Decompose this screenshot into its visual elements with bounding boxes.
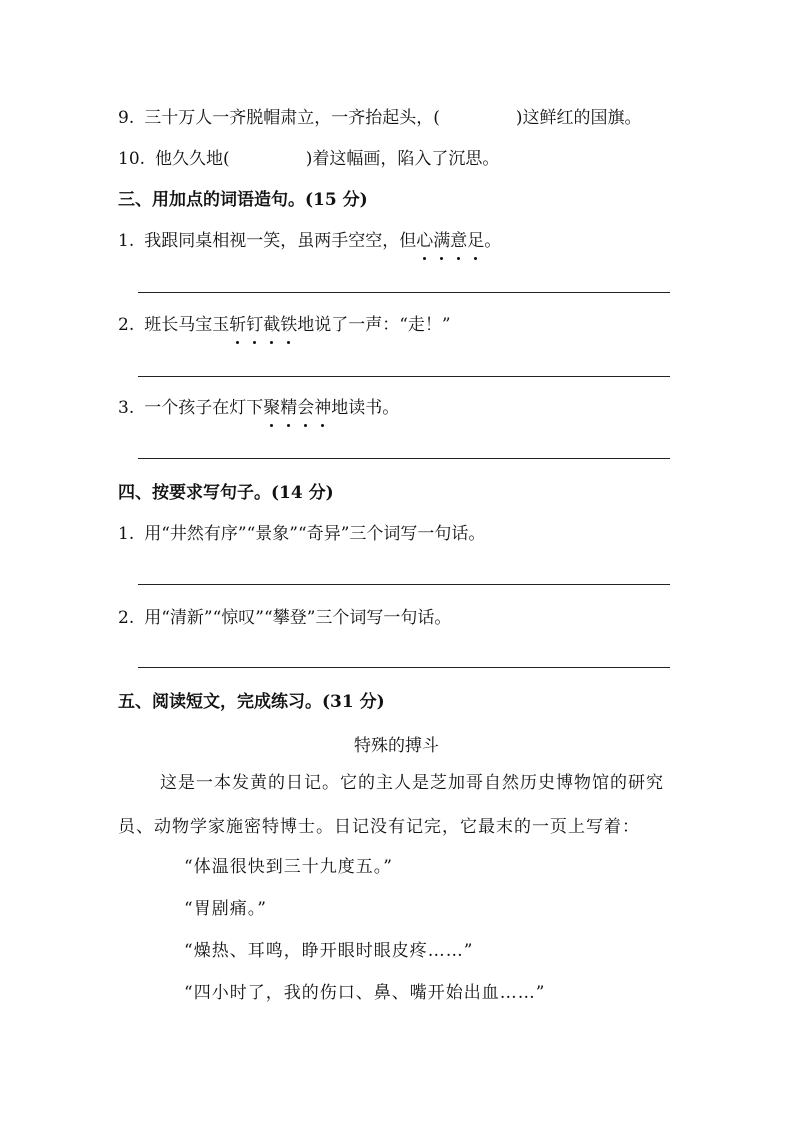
section-three-heading: 三、用加点的词语造句。(15 分) <box>118 190 368 210</box>
question-number: 9. <box>118 108 135 128</box>
dotted-char: 足 <box>467 231 485 251</box>
item-number: 1. <box>118 524 135 544</box>
diary-quote: “体温很快到三十九度五。” <box>184 857 393 877</box>
dotted-char: 满 <box>433 231 451 251</box>
question-text-before: 他久久地( <box>155 149 230 169</box>
dotted-char: 心 <box>416 231 434 251</box>
item-text: 用“井然有序”“景象”“奇异”三个词写一句话。 <box>144 524 486 544</box>
question-text-after: )这鲜红的国旗。 <box>515 108 642 128</box>
section-five-heading: 五、阅读短文，完成练习。(31 分) <box>118 692 385 712</box>
item-number: 2. <box>118 608 135 628</box>
dotted-char: 截 <box>263 315 281 335</box>
dotted-char: 铁 <box>280 315 298 335</box>
answer-line[interactable] <box>138 376 670 377</box>
section-three-item-3 <box>118 396 399 420</box>
item-number: 3. <box>118 398 135 418</box>
diary-quote: “胃剧痛。” <box>184 899 267 919</box>
diary-quote: “燥热、耳鸣，睁开眼时眼皮疼……” <box>184 941 474 961</box>
dotted-char: 会 <box>297 398 315 418</box>
dotted-char: 神 <box>314 398 332 418</box>
item-text-after: 地说了一声：“走！” <box>297 315 451 335</box>
answer-line[interactable] <box>138 667 670 668</box>
article-title: 特殊的搏斗 <box>354 736 439 756</box>
item-text-before: 一个孩子在灯下 <box>144 398 264 418</box>
answer-line[interactable] <box>138 292 670 293</box>
item-text-before: 我跟同桌相视一笑，虽两手空空，但 <box>144 231 417 251</box>
section-four-item-2 <box>118 606 451 630</box>
answer-line[interactable] <box>138 458 670 459</box>
item-number: 2. <box>118 315 135 335</box>
item-number: 1. <box>118 231 135 251</box>
dotted-char: 斩 <box>229 315 247 335</box>
section-three-item-2 <box>118 313 451 337</box>
dotted-char: 意 <box>450 231 468 251</box>
item-text-after: 地读书。 <box>331 398 400 418</box>
item-text-before: 班长马宝玉 <box>144 315 230 335</box>
question-number: 10. <box>118 149 146 169</box>
paragraph-line-1: 这是一本发黄的日记。它的主人是芝加哥自然历史博物馆的研究 <box>160 773 664 793</box>
dotted-char: 聚 <box>263 398 281 418</box>
item-text: 用“清新”“惊叹”“攀登”三个词写一句话。 <box>144 608 452 628</box>
paragraph-line-2: 员、动物学家施密特博士。日记没有记完，它最末的一页上写着： <box>118 817 640 837</box>
section-four-heading: 四、按要求写句子。(14 分) <box>118 483 334 503</box>
item-text-after: 。 <box>484 231 502 251</box>
answer-line[interactable] <box>138 584 670 585</box>
dotted-char: 精 <box>280 398 298 418</box>
section-four-item-1 <box>118 522 485 546</box>
question-text-before: 三十万人一齐脱帽肃立，一齐抬起头，( <box>144 108 440 128</box>
section-three-item-1 <box>118 229 501 253</box>
question-9 <box>118 106 642 130</box>
question-text-after: )着这幅画，陷入了沉思。 <box>305 149 500 169</box>
dotted-char: 钉 <box>246 315 264 335</box>
diary-quote: “四小时了，我的伤口、鼻、嘴开始出血……” <box>184 983 546 1003</box>
question-10 <box>118 147 499 171</box>
